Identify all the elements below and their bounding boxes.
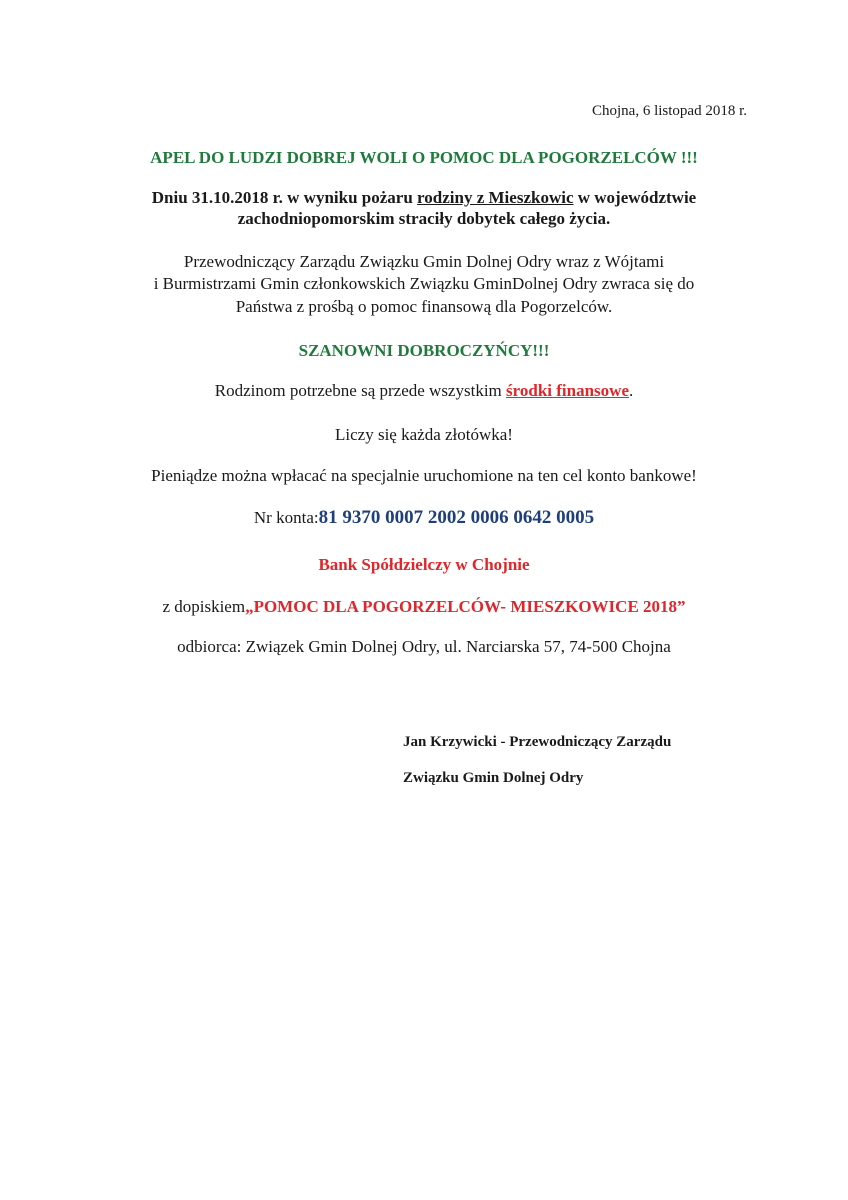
account-line bbox=[0, 507, 848, 529]
need-prefix: Rodzinom potrzebne są przede wszystkim bbox=[214, 381, 507, 400]
appeal-line-1: Przewodniczący Zarządu Związku Gmin Dolnej Odry wraz z Wójtami bbox=[183, 252, 665, 271]
every-zloty-line: Liczy się każda złotówka! bbox=[335, 425, 513, 444]
intro-text-a: Dniu 31.10.2018 r. w wyniku pożaru bbox=[151, 188, 418, 207]
deposit-info-line: Pieniądze można wpłacać na specjalnie uruchomione na ten cel konto bankowe! bbox=[151, 466, 697, 485]
note-text: „POMOC DLA POGORZELCÓW- MIESZKOWICE 2018” bbox=[245, 597, 686, 616]
need-highlight: środki finansowe bbox=[506, 381, 629, 400]
intro-underlined: rodziny z Mieszkowic bbox=[417, 188, 574, 207]
salutation: SZANOWNI DOBROCZYŃCY!!! bbox=[298, 341, 550, 360]
account-label: Nr konta: bbox=[253, 508, 319, 527]
headline: APEL DO LUDZI DOBREJ WOLI O POMOC DLA POGORZELCÓW !!! bbox=[150, 148, 698, 167]
intro-line-1 bbox=[0, 187, 848, 209]
signature-line-1: Jan Krzywicki - Przewodniczący Zarządu bbox=[403, 734, 672, 750]
intro-text-b: w województwie bbox=[573, 188, 697, 207]
account-number: 81 9370 0007 2002 0006 0642 0005 bbox=[318, 507, 595, 528]
signature-line-2: Związku Gmin Dolnej Odry bbox=[403, 770, 584, 786]
bank-name: Bank Spółdzielczy w Chojnie bbox=[318, 555, 530, 574]
intro-line-2: zachodniopomorskim straciły dobytek całego życia. bbox=[237, 209, 611, 228]
appeal-line-2: i Burmistrzami Gmin członkowskich Związku GminDolnej Odry zwraca się do bbox=[153, 274, 695, 293]
need-suffix: . bbox=[629, 381, 634, 400]
date-line: Chojna, 6 listopad 2018 r. bbox=[592, 103, 747, 119]
note-prefix: z dopiskiem bbox=[162, 597, 246, 616]
appeal-line-3: Państwa z prośbą o pomoc finansową dla Pogorzelców. bbox=[235, 297, 613, 316]
note-line bbox=[0, 596, 848, 618]
need-line bbox=[0, 380, 848, 402]
recipient-line: odbiorca: Związek Gmin Dolnej Odry, ul. Narciarska 57, 74-500 Chojna bbox=[177, 637, 671, 656]
